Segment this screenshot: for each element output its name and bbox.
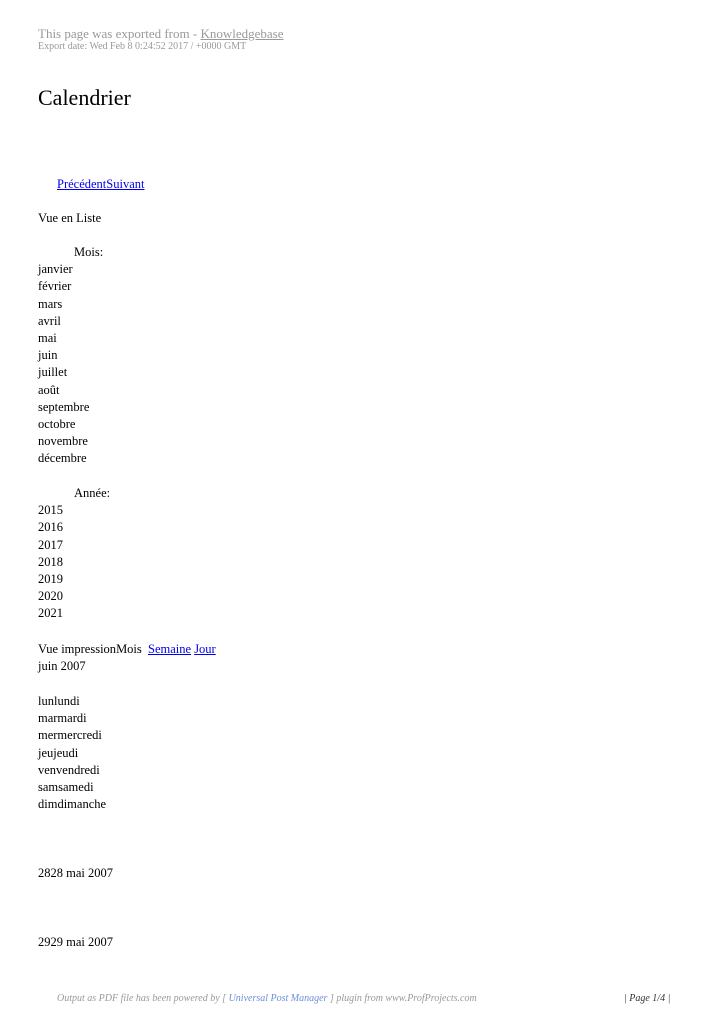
- calendar-day[interactable]: 2929 mai 2007: [38, 935, 113, 949]
- weekday-header: mermercredi: [38, 728, 102, 743]
- month-option[interactable]: novembre: [38, 434, 88, 449]
- month-option[interactable]: juin: [38, 348, 58, 363]
- print-view-link[interactable]: Vue impression: [38, 642, 117, 656]
- year-option[interactable]: 2015: [38, 503, 63, 518]
- calendar-nav: [57, 176, 144, 193]
- weekday-header: lunlundi: [38, 694, 80, 708]
- month-option[interactable]: septembre: [38, 399, 90, 414]
- year-option[interactable]: 2016: [38, 520, 63, 535]
- month-option[interactable]: juillet: [38, 365, 68, 380]
- weekday-header: samsamedi: [38, 779, 94, 794]
- list-view-link[interactable]: Vue en Liste: [38, 211, 102, 225]
- year-select-label: Année:: [74, 486, 111, 500]
- calendar-day[interactable]: 2828 mai 2007: [38, 866, 113, 880]
- month-option[interactable]: décembre: [38, 451, 87, 466]
- month-option[interactable]: octobre: [38, 416, 76, 431]
- next-link[interactable]: Suivant: [106, 177, 145, 191]
- view-bar: [38, 641, 216, 658]
- week-view-link[interactable]: Semaine: [148, 642, 192, 656]
- export-header: [38, 26, 283, 53]
- month-option[interactable]: janvier: [38, 262, 73, 277]
- year-option[interactable]: 2019: [38, 571, 63, 586]
- day-view-link[interactable]: Jour: [194, 642, 216, 656]
- month-select-label: Mois:: [74, 245, 104, 259]
- plugin-name: Universal Post Manager: [228, 993, 328, 1004]
- export-source-line: [38, 26, 283, 41]
- footer-prefix: Output as PDF file has been powered by [: [57, 993, 229, 1004]
- year-option[interactable]: 2018: [38, 554, 63, 569]
- month-option[interactable]: février: [38, 279, 72, 294]
- year-options: [38, 502, 110, 622]
- previous-link[interactable]: Précédent: [57, 177, 107, 191]
- page-number: | Page 1/4 |: [624, 993, 671, 1004]
- export-date: Export date: Wed Feb 8 0:24:52 2017 / +0000 GMT: [38, 41, 247, 52]
- year-select[interactable]: [38, 485, 110, 623]
- export-prefix: This page was exported from -: [38, 26, 201, 41]
- month-option[interactable]: avril: [38, 313, 61, 328]
- month-option[interactable]: mai: [38, 330, 57, 345]
- page-title: Calendrier: [38, 85, 131, 110]
- month-view-label: Mois: [116, 642, 142, 656]
- month-select[interactable]: [38, 244, 103, 467]
- month-option[interactable]: août: [38, 382, 60, 397]
- weekday-header: venvendredi: [38, 762, 100, 777]
- year-option[interactable]: 2020: [38, 589, 63, 604]
- pdf-footer: [57, 993, 477, 1004]
- weekday-header: marmardi: [38, 711, 87, 726]
- month-options: [38, 261, 103, 467]
- weekday-header: dimdimanche: [38, 797, 107, 812]
- weekday-headers: [38, 693, 106, 813]
- footer-suffix: ] plugin from www.ProfProjects.com: [327, 993, 477, 1004]
- month-option[interactable]: mars: [38, 296, 63, 311]
- year-option[interactable]: 2017: [38, 537, 63, 552]
- current-month: juin 2007: [38, 659, 86, 673]
- weekday-header: jeujeudi: [38, 745, 79, 760]
- site-link[interactable]: Knowledgebase: [200, 26, 284, 41]
- year-option[interactable]: 2021: [38, 606, 63, 621]
